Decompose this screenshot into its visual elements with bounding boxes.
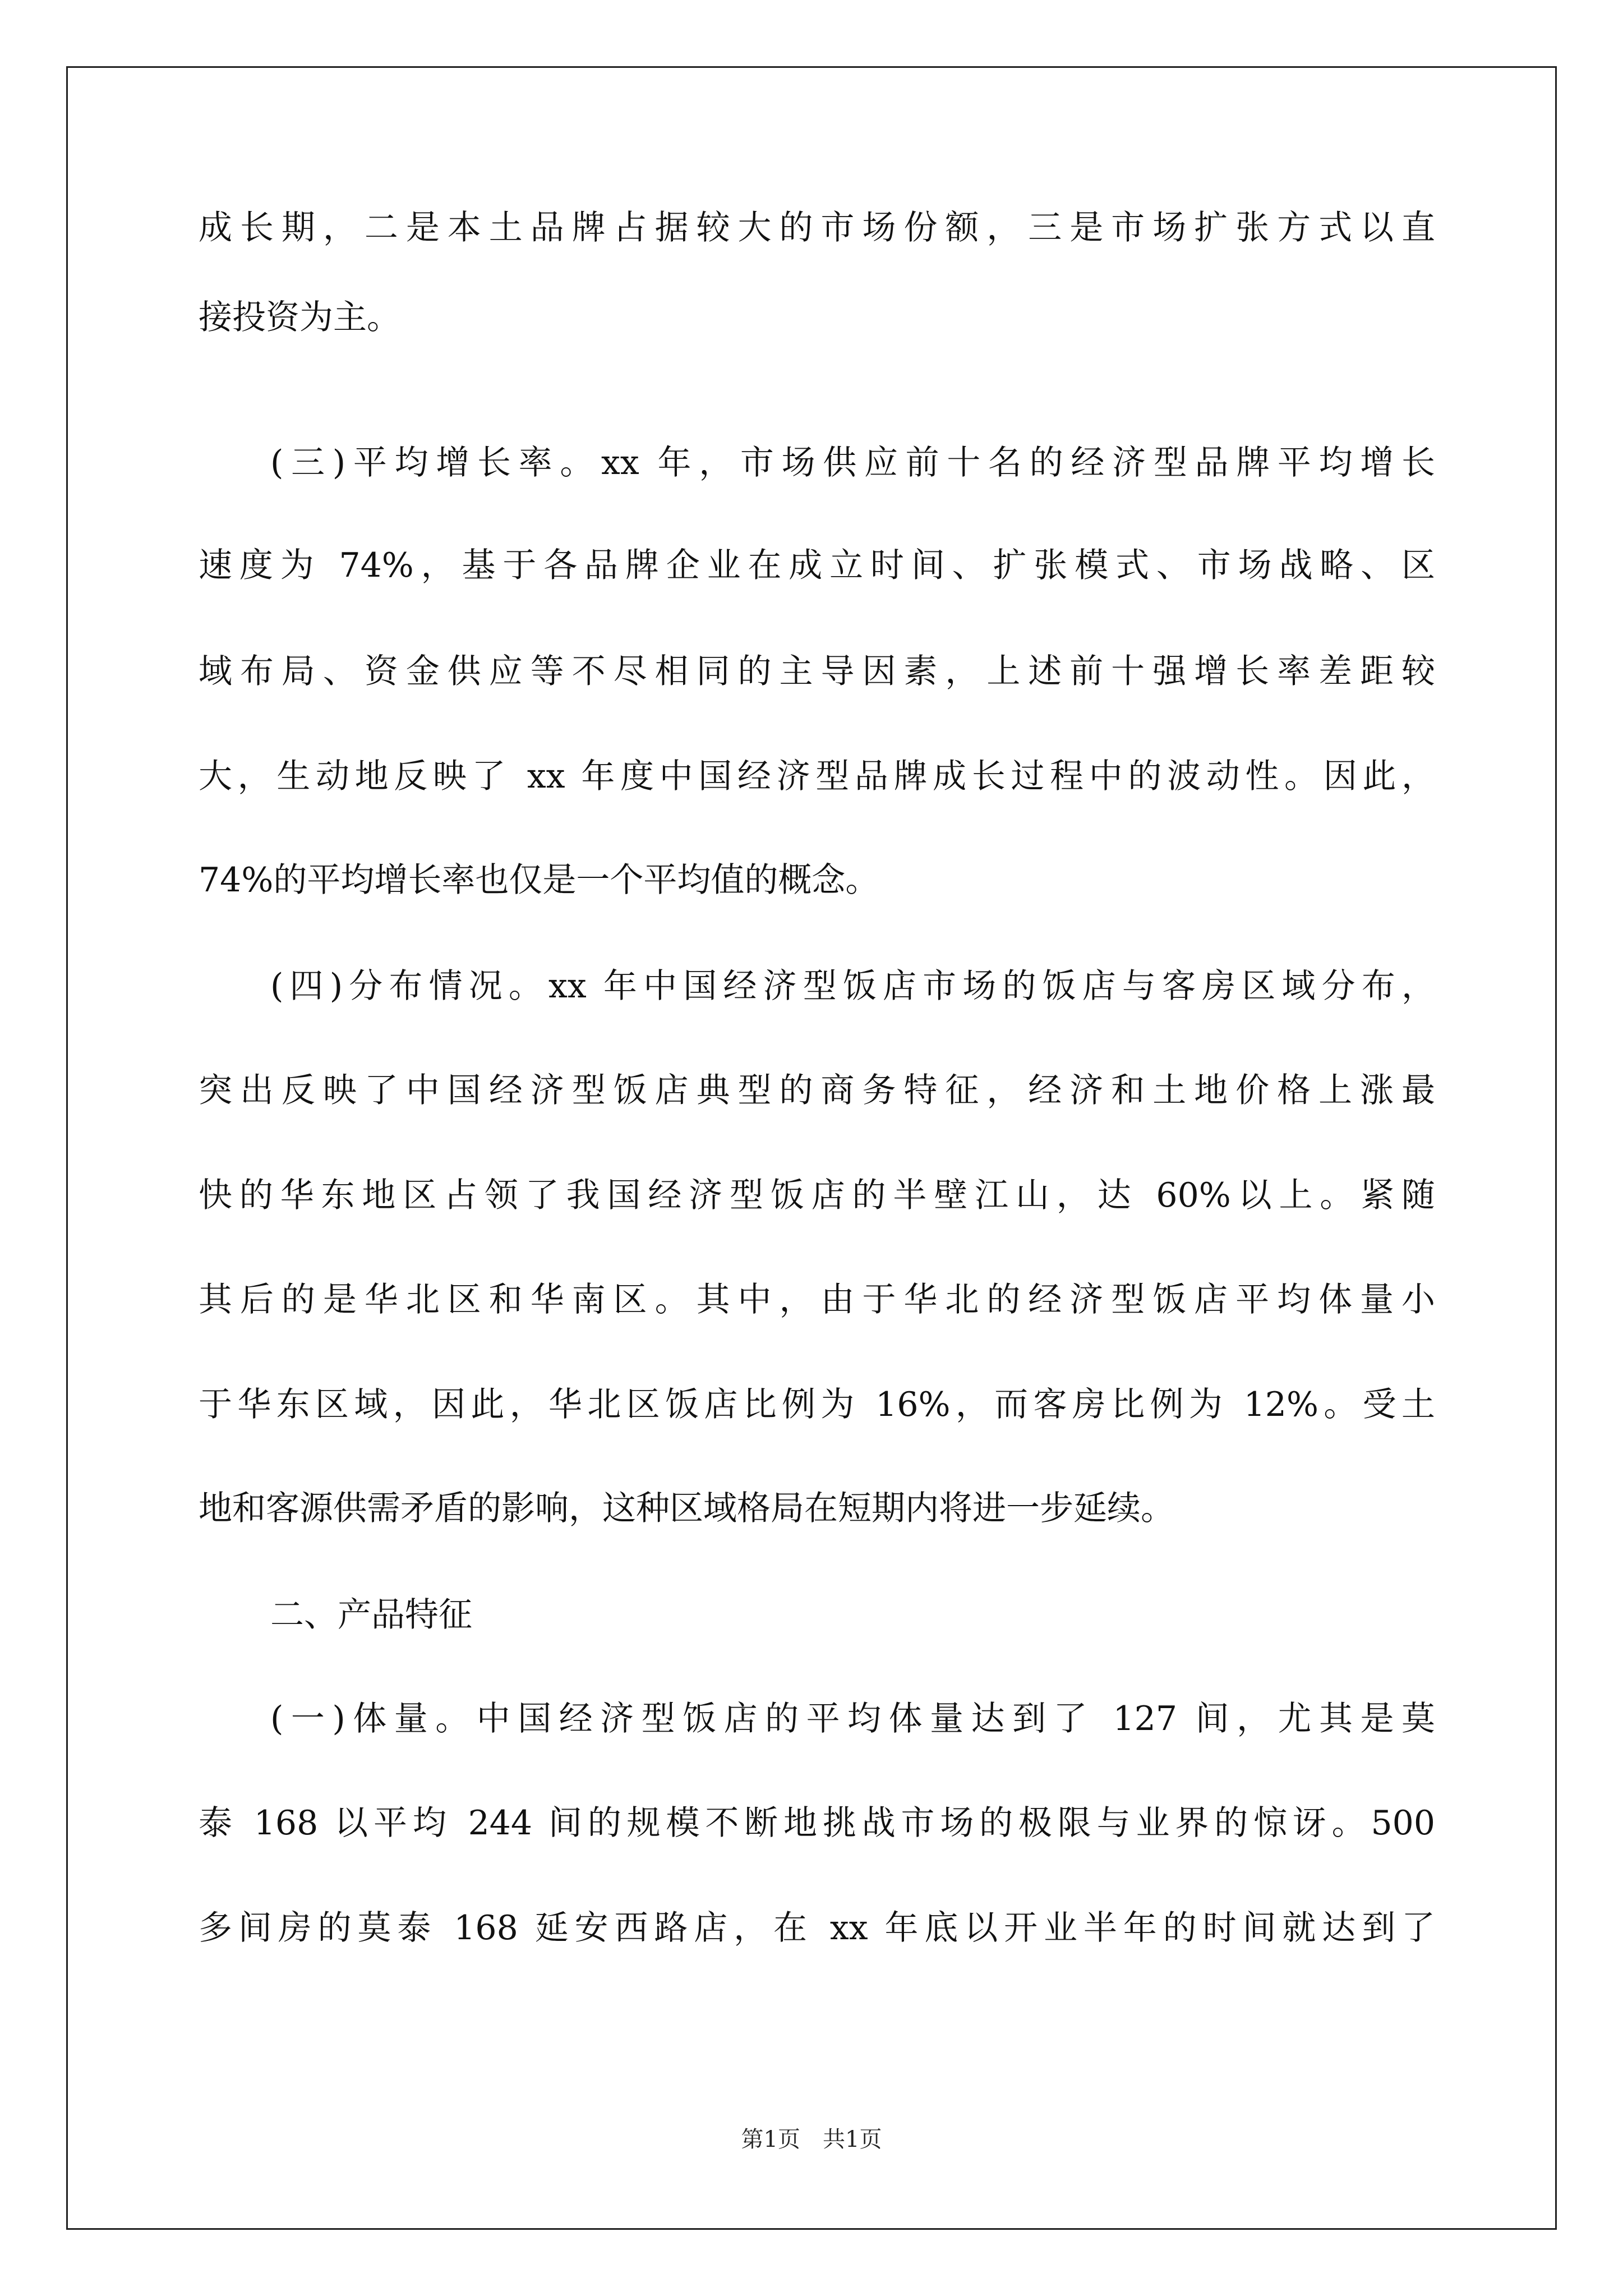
text-line: (四)分布情况。xx 年中国经济型饭店市场的饭店与客房区域分布， [270, 967, 1435, 1006]
text-line: 域布局、资金供应等不尽相同的主导因素，上述前十强增长率差距较 [199, 652, 1435, 691]
text-line: 74%的平均增长率也仅是一个平均值的概念。 [199, 861, 879, 900]
text-line: 突出反映了中国经济型饭店典型的商务特征，经济和土地价格上涨最 [199, 1071, 1435, 1110]
text-line: 接投资为主。 [199, 298, 400, 337]
text-line: (一)体量。中国经济型饭店的平均体量达到了 127 间，尤其是莫 [270, 1699, 1435, 1738]
text-line: 地和客源供需矛盾的影响，这种区域格局在短期内将进一步延续。 [199, 1489, 1174, 1528]
text-line: (三)平均增长率。xx 年，市场供应前十名的经济型品牌平均增长 [270, 443, 1435, 482]
text-line: 泰 168 以平均 244 间的规模不断地挑战市场的极限与业界的惊讶。500 [199, 1803, 1435, 1843]
section-heading: 二、产品特征 [270, 1595, 472, 1635]
page-border [66, 66, 1557, 2230]
text-line: 于华东区域，因此，华北区饭店比例为 16%，而客房比例为 12%。受土 [199, 1385, 1435, 1424]
text-line: 成长期，二是本土品牌占据较大的市场份额，三是市场扩张方式以直 [199, 208, 1435, 247]
text-line: 多间房的莫泰 168 延安西路店，在 xx 年底以开业半年的时间就达到了 [199, 1908, 1435, 1948]
text-line: 快的华东地区占领了我国经济型饭店的半壁江山，达 60%以上。紧随 [199, 1176, 1435, 1215]
text-line: 速度为 74%，基于各品牌企业在成立时间、扩张模式、市场战略、区 [199, 546, 1435, 585]
text-line: 其后的是华北区和华南区。其中，由于华北的经济型饭店平均体量小 [199, 1280, 1435, 1319]
page-footer: 第1页 共1页 [741, 2127, 882, 2152]
text-line: 大，生动地反映了 xx 年度中国经济型品牌成长过程中的波动性。因此， [199, 757, 1435, 796]
